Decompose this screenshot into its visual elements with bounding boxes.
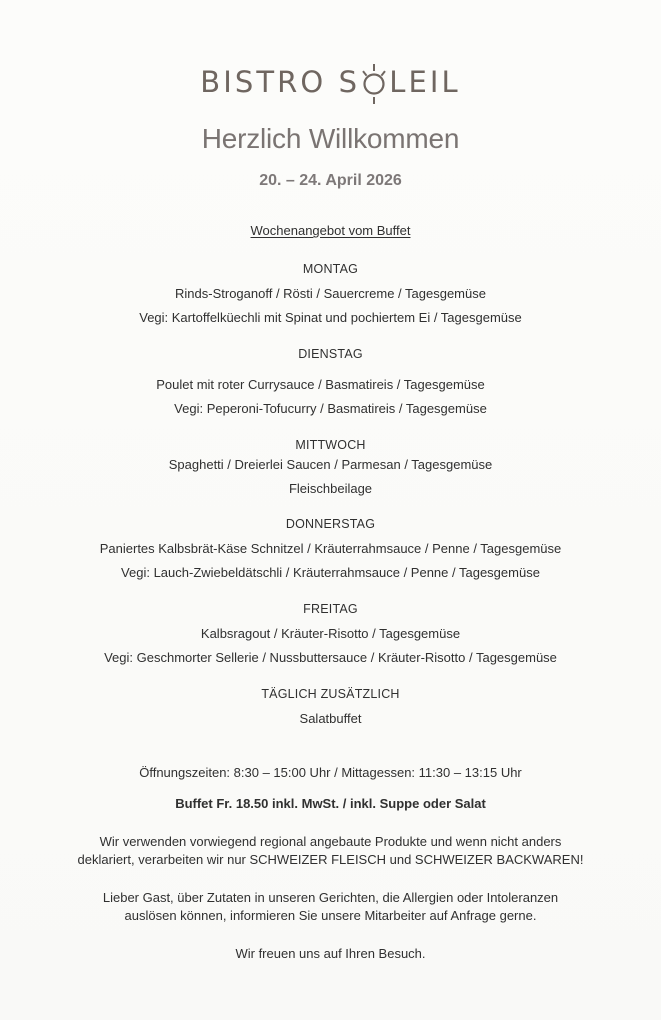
origin-note-line-1: Wir verwenden vorwiegend regional angebaute Produkte und wenn nicht anders	[99, 834, 562, 849]
wednesday-item-1: Spaghetti / Dreierlei Saucen / Parmesan / Tagesgemüse	[168, 457, 493, 472]
tuesday-item-1: Poulet mit roter Currysauce / Basmatireis / Tagesgemüse	[156, 377, 485, 392]
brand-logo	[0, 58, 661, 106]
day-title-thursday: DONNERSTAG	[285, 517, 376, 531]
date-range: 20. – 24. April 2026	[259, 172, 402, 189]
day-title-friday: FREITAG	[303, 602, 358, 616]
daily-extra-item: Salatbuffet	[299, 711, 362, 726]
closing-message: Wir freuen uns auf Ihren Besuch.	[235, 946, 426, 961]
day-title-daily-extra: TÄGLICH ZUSÄTZLICH	[261, 687, 400, 701]
allergen-note-line-2: auslösen können, informieren Sie unsere Mitarbeiter auf Anfrage gerne.	[124, 908, 537, 923]
page-title: Herzlich Willkommen	[201, 123, 460, 154]
opening-hours: Öffnungszeiten: 8:30 – 15:00 Uhr / Mittagessen: 11:30 – 13:15 Uhr	[139, 765, 522, 780]
brand-name-right: LEIL	[389, 65, 461, 99]
monday-item-2: Vegi: Kartoffelküechli mit Spinat und pochiertem Ei / Tagesgemüse	[139, 310, 522, 325]
day-title-monday: MONTAG	[302, 262, 359, 276]
friday-item-1: Kalbsragout / Kräuter-Risotto / Tagesgemüse	[200, 626, 461, 641]
buffet-price: Buffet Fr. 18.50 inkl. MwSt. / inkl. Suppe oder Salat	[175, 796, 486, 811]
day-title-wednesday: MITTWOCH	[295, 438, 366, 452]
tuesday-item-2: Vegi: Peperoni-Tofucurry / Basmatireis / Tagesgemüse	[174, 401, 487, 416]
thursday-item-1: Paniertes Kalbsbrät-Käse Schnitzel / Kräuterrahmsauce / Penne / Tagesgemüse	[99, 541, 562, 556]
monday-item-1: Rinds-Stroganoff / Rösti / Sauercreme / Tagesgemüse	[175, 286, 486, 301]
thursday-item-2: Vegi: Lauch-Zwiebeldätschli / Kräuterrahmsauce / Penne / Tagesgemüse	[121, 565, 540, 580]
brand-name-left: BISTRO S	[200, 65, 361, 99]
origin-note-line-2: deklariert, verarbeiten wir nur SCHWEIZER FLEISCH und SCHWEIZER BACKWAREN!	[77, 852, 584, 867]
weekly-offer-heading: Wochenangebot vom Buffet	[250, 223, 411, 238]
day-title-tuesday: DIENSTAG	[298, 347, 363, 361]
allergen-note-line-1: Lieber Gast, über Zutaten in unseren Gerichten, die Allergien oder Intoleranzen	[102, 890, 559, 905]
friday-item-2: Vegi: Geschmorter Sellerie / Nussbuttersauce / Kräuter-Risotto / Tagesgemüse	[104, 650, 557, 665]
wednesday-item-2: Fleischbeilage	[288, 481, 373, 496]
sun-icon	[361, 58, 387, 106]
